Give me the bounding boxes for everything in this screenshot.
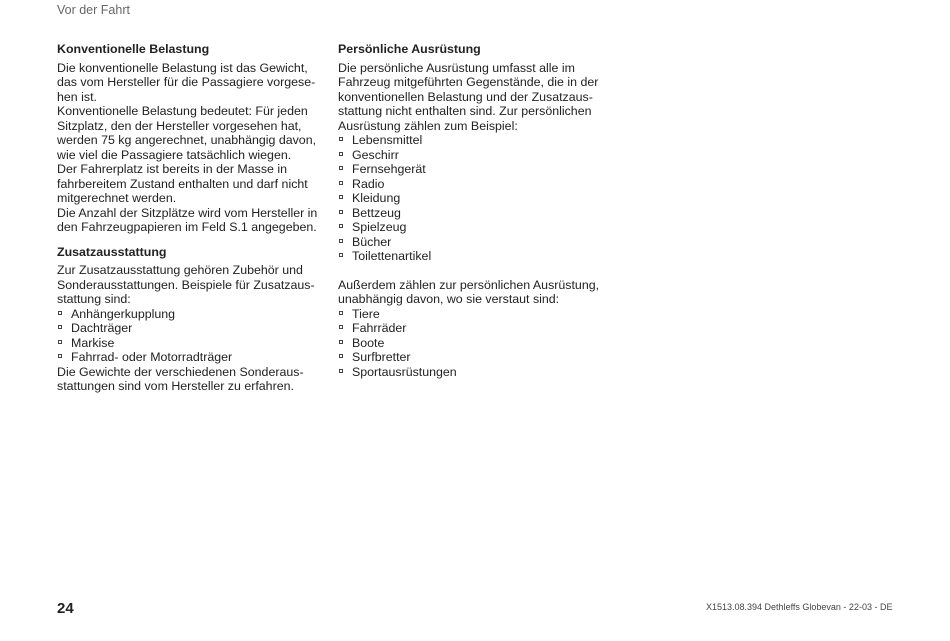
text-line: mitgerechnet werden. [57, 191, 177, 205]
section-heading-persoenliche-ausruestung: Persönliche Ausrüstung [338, 42, 481, 56]
paragraph-sonderausstattung-gewichte [57, 365, 325, 394]
list-item: Boote [338, 336, 610, 351]
running-header: Vor der Fahrt [57, 3, 130, 17]
text-line: Ausrüstung zählen zum Beispiel: [338, 118, 518, 133]
text-line: den Fahrzeugpapieren im Feld S.1 angegeben. [57, 220, 317, 234]
text-line: Außerdem zählen zur persönlichen Ausrüstung, [338, 277, 600, 292]
text-line: werden 75 kg angerechnet, unabhängig davon, [57, 133, 317, 147]
text-line: Sitzplatz, den der Hersteller vorgesehen hat, [57, 118, 302, 133]
list-item: Fernsehgerät [338, 162, 610, 177]
text-line: hen ist. [57, 89, 97, 104]
text-line: unabhängig davon, wo sie verstaut sind: [338, 292, 560, 306]
list-item: Toilettenartikel [338, 249, 610, 264]
weitere-ausruestung-list [338, 307, 610, 380]
section-heading-zusatzausstattung: Zusatzausstattung [57, 244, 167, 259]
list-item: Spielzeug [338, 220, 610, 235]
list-item: Geschirr [338, 148, 610, 163]
text-line: Die persönliche Ausrüstung umfasst alle im [338, 60, 575, 75]
text-line: Zur Zusatzausstattung gehören Zubehör und [57, 263, 303, 277]
list-item: Sportausrüstungen [338, 365, 610, 380]
text-line: stattung sind: [57, 292, 131, 306]
text-line: stattungen sind vom Hersteller zu erfahren. [57, 379, 294, 393]
left-column [57, 41, 325, 394]
text-line: Die Anzahl der Sitzplätze wird vom Hersteller in [57, 205, 318, 220]
list-item: Tiere [338, 307, 610, 322]
persoenliche-ausruestung-list [338, 133, 610, 264]
document-code: X1513.08.394 Dethleffs Globevan - 22-03 - DE [706, 602, 893, 612]
list-item: Bettzeug [338, 206, 610, 221]
text-line: Die Gewichte der verschiedenen Sonderaus- [57, 364, 304, 379]
section-heading-konventionelle-belastung: Konventionelle Belastung [57, 42, 210, 56]
text-line: Sonderausstattungen. Beispiele für Zusatzaus- [57, 277, 315, 292]
text-line: fahrbereitem Zustand enthalten und darf nicht [57, 176, 308, 191]
paragraph-zusatzausstattung [57, 263, 325, 307]
list-item: Lebensmittel [338, 133, 610, 148]
text-line: stattung nicht enthalten sind. Zur persönlichen [338, 104, 592, 118]
text-line: Die konventionelle Belastung ist das Gewicht, [57, 60, 308, 75]
list-item: Bücher [338, 235, 610, 250]
text-line: Fahrzeug mitgeführten Gegenstände, die in der [338, 75, 599, 89]
text-line: konventionellen Belastung und der Zusatzaus- [338, 89, 593, 104]
text-line: Konventionelle Belastung bedeutet: Für jeden [57, 104, 308, 118]
zusatzausstattung-list [57, 307, 325, 365]
list-item: Fahrrad- oder Motorradträger [57, 350, 325, 365]
list-item: Anhängerkupplung [57, 307, 325, 322]
text-line: Der Fahrerplatz ist bereits in der Masse in [57, 162, 288, 176]
paragraph-persoenliche-ausruestung [338, 61, 610, 134]
text-line: wie viel die Passagiere tatsächlich wiegen. [57, 147, 292, 162]
list-item: Kleidung [338, 191, 610, 206]
paragraph-ausserdem [338, 278, 610, 307]
list-item: Dachträger [57, 321, 325, 336]
list-item: Markise [57, 336, 325, 351]
paragraph-konventionelle-belastung [57, 61, 325, 235]
text-line: das vom Hersteller für die Passagiere vorgese- [57, 75, 316, 89]
page-number: 24 [57, 600, 74, 617]
right-column [338, 41, 610, 379]
list-item: Radio [338, 177, 610, 192]
list-item: Fahrräder [338, 321, 610, 336]
list-item: Surfbretter [338, 350, 610, 365]
